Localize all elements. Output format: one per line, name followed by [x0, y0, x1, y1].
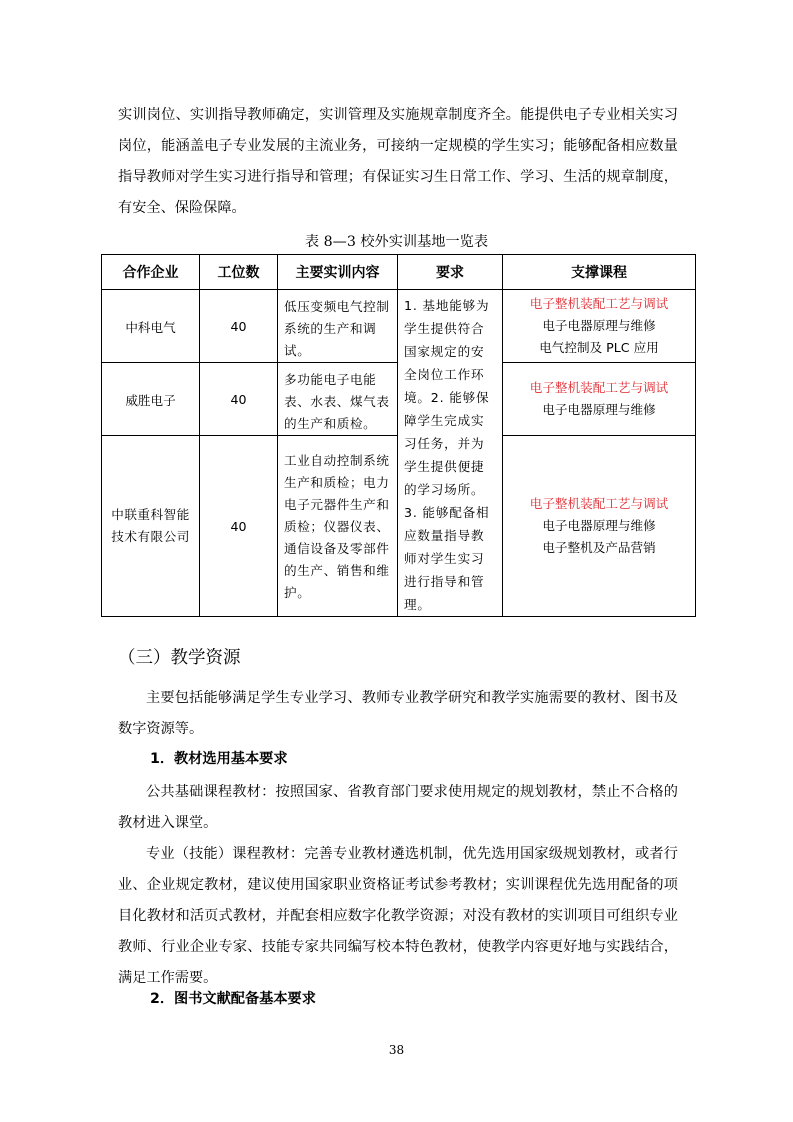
off-campus-training-base-table [101, 254, 696, 617]
section-heading: （三）教学资源 [118, 648, 241, 668]
professional-course-textbook-paragraph: 专业（技能）课程教材：完善专业教材遴选机制，优先选用国家级规划教材，或者行业、企业规定教材，建议使用国家职业资格证考试参考教材；实训课程优先选用配备的项目化教材和活页式教材，并配套相应数字化教学资源；对没有教材的实训项目可组织专业教师、行业企业专家、技能专家共同编写校本特色教材，使教学内容更好地与实践结合，满足工作需要。 [118, 846, 678, 986]
company-cell: 威胜电子 [102, 363, 200, 436]
table-header-row [102, 255, 696, 290]
course-highlight: 电子整机装配工艺与调试 [529, 380, 669, 395]
content-cell: 多功能电子电能表、水表、煤气表的生产和质检。 [278, 363, 398, 436]
header-stations: 工位数 [200, 255, 278, 290]
course-item: 电子电器原理与维修 [542, 402, 656, 417]
course-highlight: 电子整机装配工艺与调试 [529, 296, 669, 311]
stations-cell: 40 [200, 290, 278, 363]
subsection-heading-textbooks: 1．教材选用基本要求 [150, 751, 288, 767]
course-item: 电子电器原理与维修 [542, 318, 656, 333]
subsection-heading-library: 2．图书文献配备基本要求 [150, 991, 316, 1007]
requirements-cell: 1. 基地能够为学生提供符合国家规定的安全岗位工作环境。2. 能够保障学生完成实习任务，并为学生提供便捷的学习场所。3. 能够配备相应数量指导教师对学生实习进行指导和管理。 [398, 290, 503, 617]
courses-cell [503, 290, 696, 363]
company-cell: 中联重科智能技术有限公司 [102, 436, 200, 617]
table-caption: 表 8—3 校外实训基地一览表 [304, 234, 489, 250]
content-cell: 低压变频电气控制系统的生产和调试。 [278, 290, 398, 363]
public-course-textbook-paragraph: 公共基础课程教材：按照国家、省教育部门要求使用规定的规划教材，禁止不合格的教材进入课堂。 [118, 784, 678, 831]
table-row [102, 290, 696, 363]
stations-cell: 40 [200, 363, 278, 436]
header-company: 合作企业 [102, 255, 200, 290]
page-number: 38 [388, 1043, 405, 1057]
course-item: 电子整机及产品营销 [542, 540, 656, 555]
stations-cell: 40 [200, 436, 278, 617]
courses-cell [503, 436, 696, 617]
course-item: 电子电器原理与维修 [542, 518, 656, 533]
intro-paragraph: 实训岗位、实训指导教师确定，实训管理及实施规章制度齐全。能提供电子专业相关实习岗位，能涵盖电子专业发展的主流业务，可接纳一定规模的学生实习；能够配备相应数量指导教师对学生实习进行指导和管理；有保证实习生日常工作、学习、生活的规章制度，有安全、保险保障。 [118, 107, 678, 216]
content-cell: 工业自动控制系统生产和质检；电力电子元器件生产和质检；仪器仪表、通信设备及零部件的生产、销售和维护。 [278, 436, 398, 617]
company-cell: 中科电气 [102, 290, 200, 363]
courses-cell [503, 363, 696, 436]
course-highlight: 电子整机装配工艺与调试 [529, 496, 669, 511]
header-requirements: 要求 [398, 255, 503, 290]
section-intro-paragraph: 主要包括能够满足学生专业学习、教师专业教学研究和教学实施需要的教材、图书及数字资源等。 [118, 690, 678, 737]
course-item: 电气控制及 PLC 应用 [539, 340, 659, 355]
header-courses: 支撑课程 [503, 255, 696, 290]
header-content: 主要实训内容 [278, 255, 398, 290]
